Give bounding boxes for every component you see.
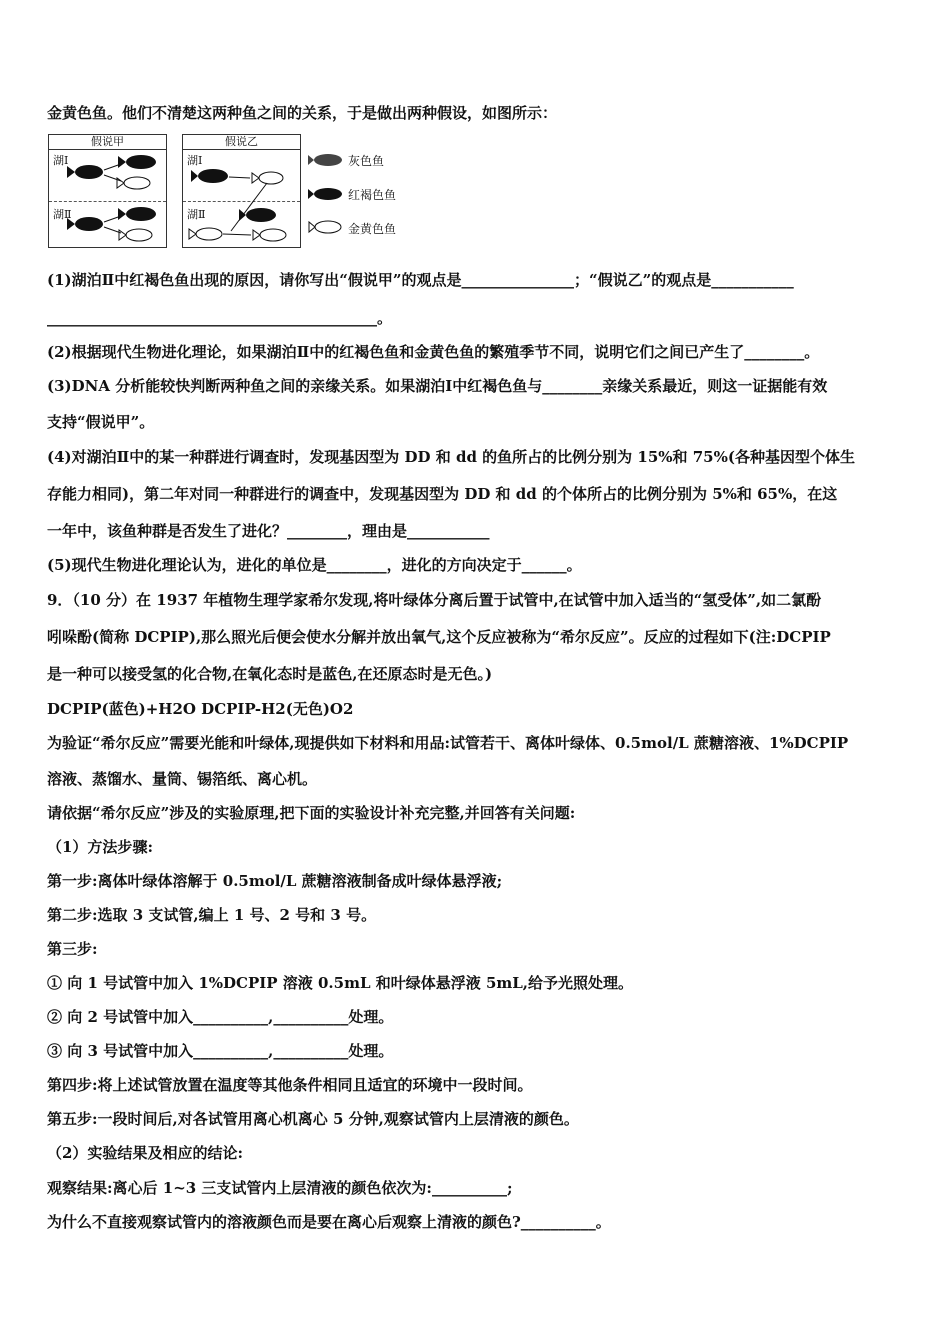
text-line: (3)DNA 分析能较快判断两种鱼之间的亲缘关系。如果湖泊Ⅰ中红褐色鱼与________亲缘关系最近，则这一证据能有效 [47,377,828,395]
lake-1-label: 湖Ⅰ [187,154,203,167]
panel-a-fish-icons [49,135,166,247]
text-line: 观察结果:离心后 1~3 三支试管内上层清液的颜色依次为:__________; [47,1179,513,1197]
lake-2-label: 湖Ⅱ [187,208,206,221]
legend-red-brown-fish: 红褐色鱼 [348,188,397,202]
text-line: (1)湖泊Ⅱ中红褐色鱼出现的原因，请你写出“假说甲”的观点是_______________；“假说乙”的观点是___________ [47,271,794,289]
lake-2-label: 湖Ⅱ [53,208,72,221]
text-line: 吲哚酚(简称 DCPIP),那么照光后便会使水分解并放出氧气,这个反应被称为“希尔反应”。反应的过程如下(注:DCPIP [47,628,831,646]
legend-fish-icons [306,148,346,238]
text-line: 第五步:一段时间后,对各试管用离心机离心 5 分钟,观察试管内上层清液的颜色。 [47,1110,579,1128]
hypothesis-figure [48,134,408,250]
text-line: ① 向 1 号试管中加入 1%DCPIP 溶液 0.5mL 和叶绿体悬浮液 5mL,给予光照处理。 [47,974,634,992]
lake-1-label: 湖Ⅰ [53,154,69,167]
text-line: (5)现代生物进化理论认为，进化的单位是________，进化的方向决定于______。 [47,556,582,574]
text-line: 支持“假说甲”。 [47,413,155,431]
text-line: ____________________________________________。 [47,309,393,327]
legend-golden-fish: 金黄色鱼 [348,222,397,236]
text-line: 请依据“希尔反应”涉及的实验原理,把下面的实验设计补充完整,并回答有关问题: [47,804,576,822]
panel-hypothesis-a [48,134,167,248]
text-line: 存能力相同)，第二年对同一种群进行的调查中，发现基因型为 DD 和 dd 的个体所占的比例分别为 5%和 65%，在这 [47,485,838,503]
text-line: 溶液、蒸馏水、量筒、锡箔纸、离心机。 [47,770,318,788]
text-line: 一年中，该鱼种群是否发生了进化？________，理由是___________ [47,522,490,540]
text-line: （2）实验结果及相应的结论: [47,1144,243,1162]
text-line: ③ 向 3 号试管中加入__________,__________处理。 [47,1042,394,1060]
text-line: (4)对湖泊Ⅱ中的某一种群进行调查时，发现基因型为 DD 和 dd 的鱼所占的比例分别为 15%和 75%(各种基因型个体生 [47,448,855,466]
legend-gray-fish: 灰色鱼 [348,154,385,168]
text-line: 9．（10 分）在 1937 年植物生理学家希尔发现,将叶绿体分离后置于试管中,在试管中加入适当的“氢受体”,如二氯酚 [47,591,822,609]
text-line: ② 向 2 号试管中加入__________,__________处理。 [47,1008,394,1026]
panel-b-title: 假说乙 [183,135,300,150]
text-line: 为什么不直接观察试管内的溶液颜色而是要在离心后观察上清液的颜色?__________。 [47,1213,611,1231]
text-line: 第三步: [47,940,98,958]
text-line: 为验证“希尔反应”需要光能和叶绿体,现提供如下材料和用品:试管若干、离体叶绿体、0.5mol/L 蔗糖溶液、1%DCPIP [47,734,849,752]
text-line: (2)根据现代生物进化理论，如果湖泊Ⅱ中的红褐色鱼和金黄色鱼的繁殖季节不同，说明它们之间已产生了________。 [47,343,820,361]
panel-hypothesis-b [182,134,301,248]
text-line: （1）方法步骤: [47,838,153,856]
panel-b-fish-icons [183,135,300,247]
text-line: 是一种可以接受氢的化合物,在氧化态时是蓝色,在还原态时是无色。) [47,665,493,683]
text-line: 金黄色鱼。他们不清楚这两种鱼之间的关系，于是做出两种假设，如图所示： [47,104,558,122]
panel-a-title: 假说甲 [49,135,166,150]
text-line: 第二步:选取 3 支试管,编上 1 号、2 号和 3 号。 [47,906,377,924]
text-line: 第一步:离体叶绿体溶解于 0.5mol/L 蔗糖溶液制备成叶绿体悬浮液; [47,872,503,890]
text-line: DCPIP(蓝色)+H2O DCPIP-H2(无色)O2 [47,700,354,718]
text-line: 第四步:将上述试管放置在温度等其他条件相同且适宜的环境中一段时间。 [47,1076,533,1094]
